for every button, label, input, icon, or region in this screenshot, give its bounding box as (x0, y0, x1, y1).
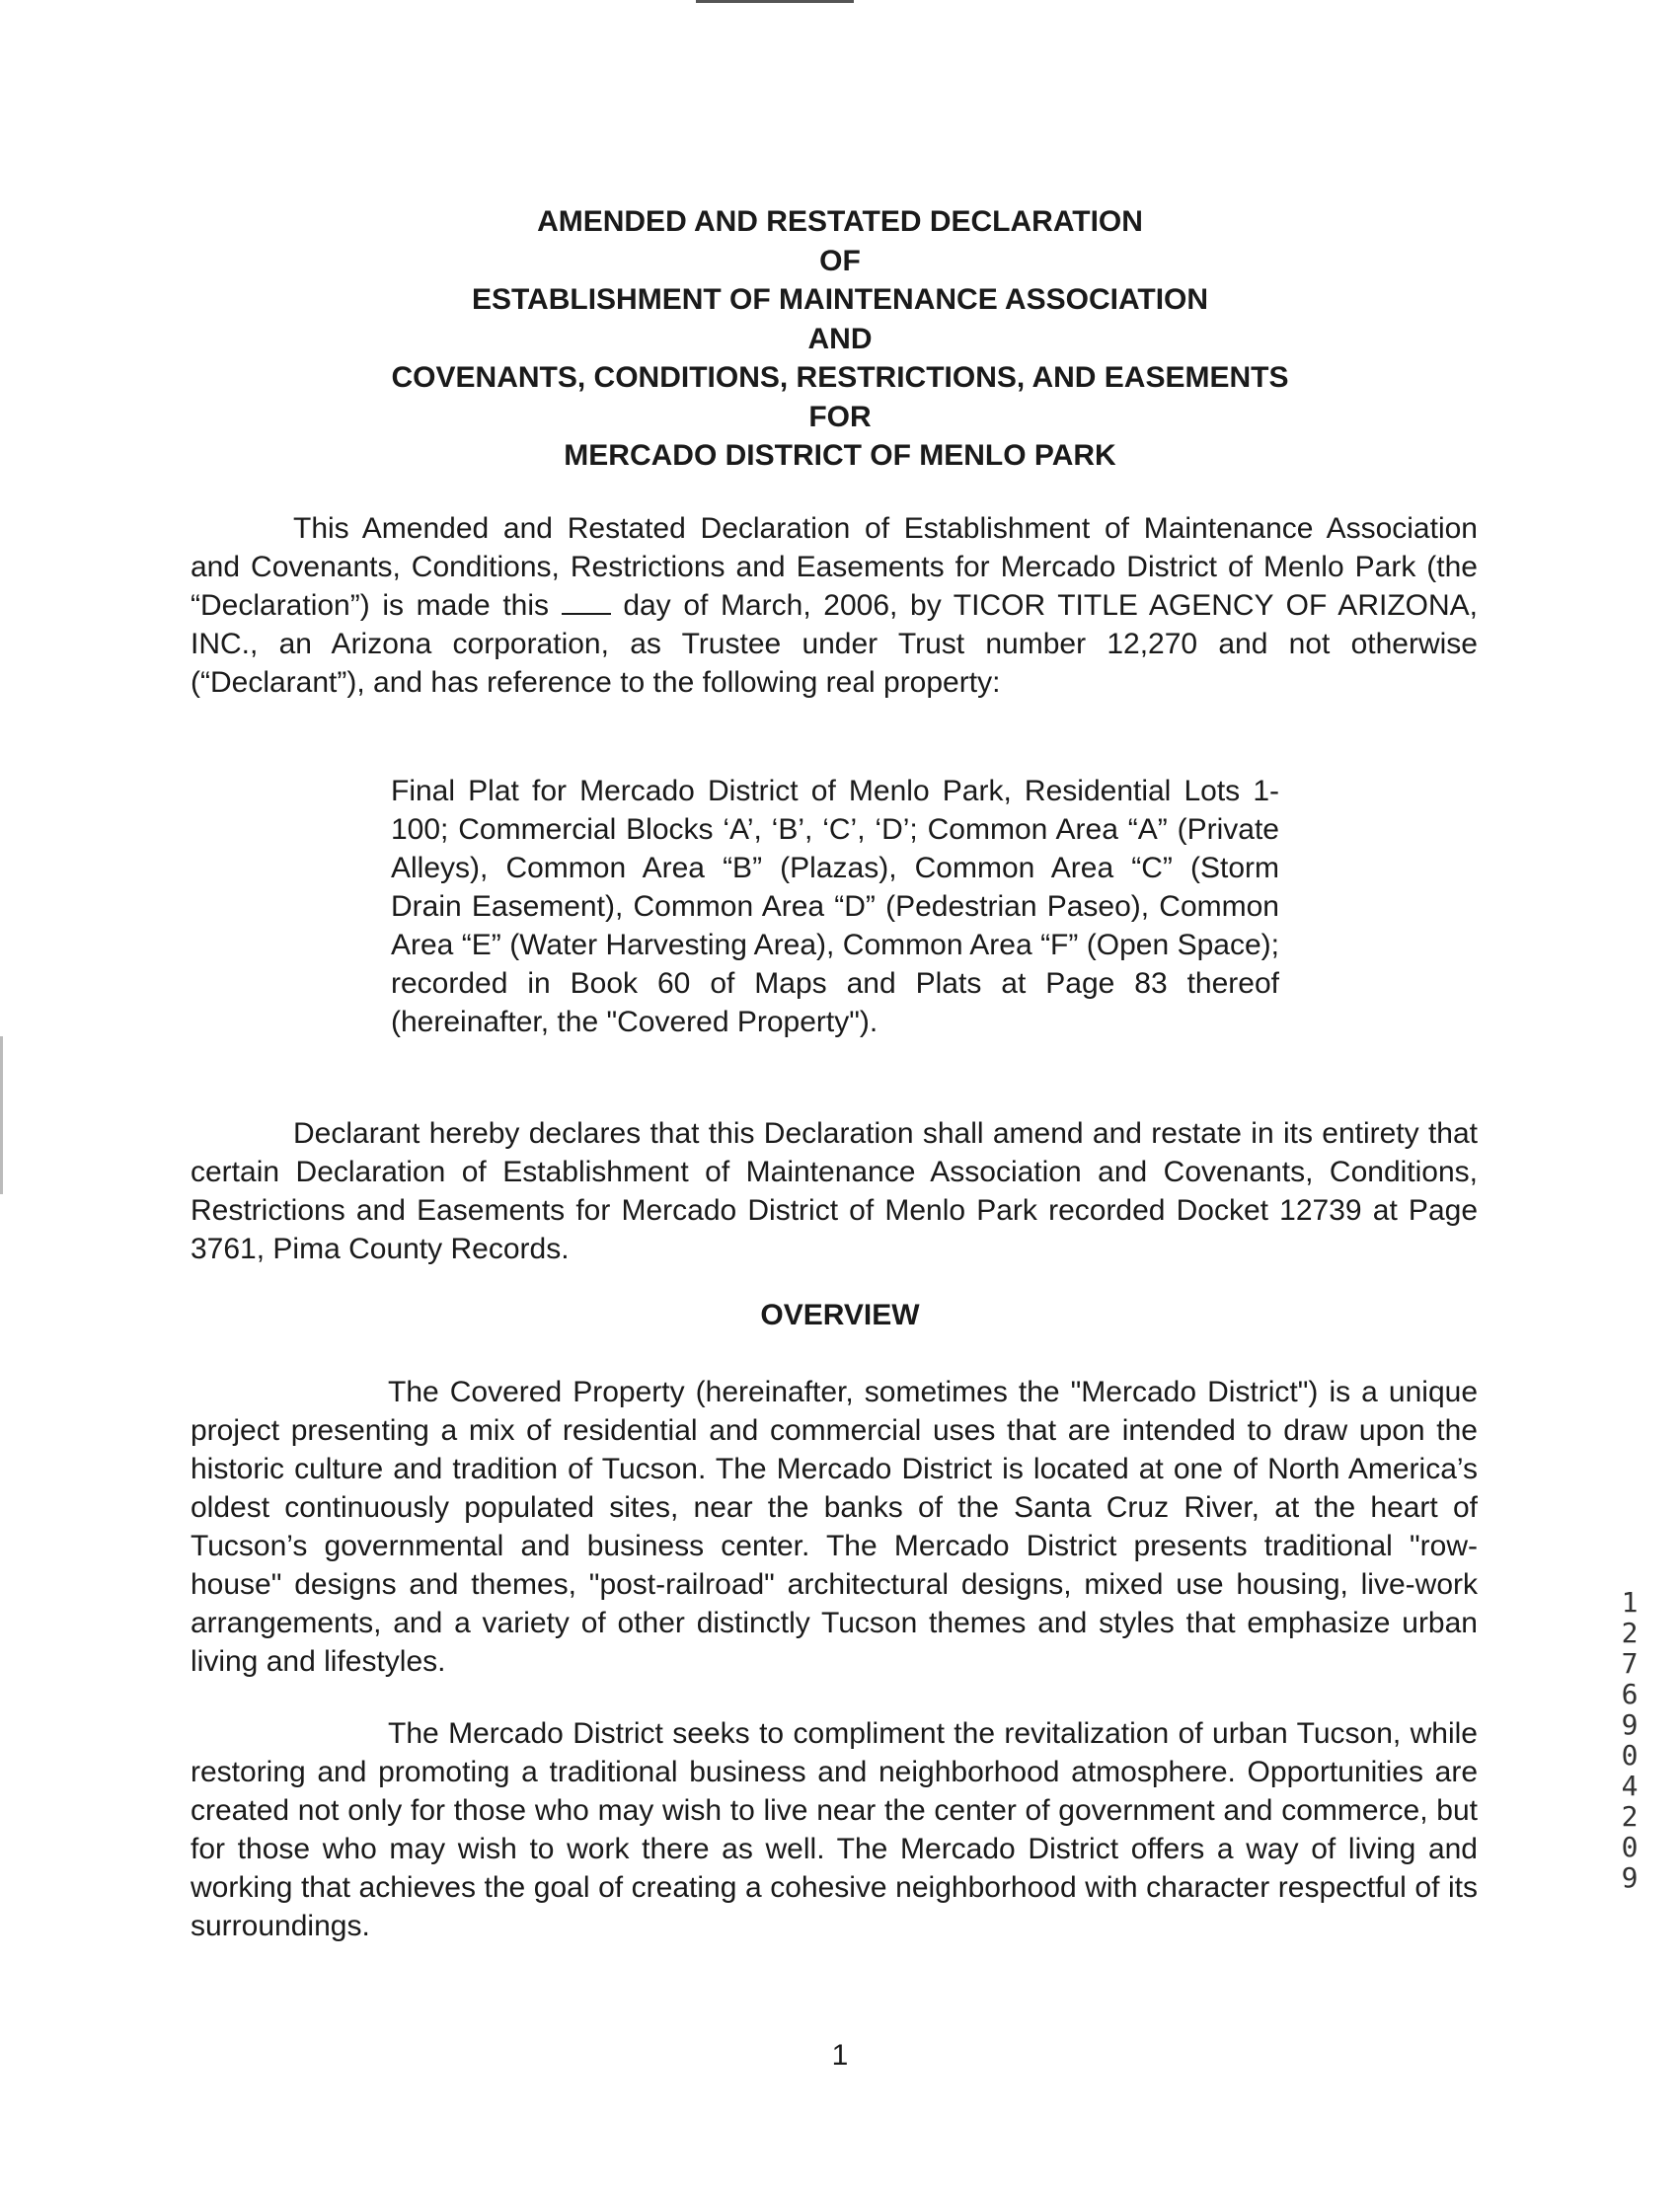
overview-paragraph: The Covered Property (hereinafter, sometimes the "Mercado District") is a unique project presenting a mix of residential and commercial uses that are intended to draw upon the historic culture and tradition of Tucson. The Mercado District is located at one of North America’s oldest continuously populated sites, near the banks of the Santa Cruz River, at the heart of Tucson’s governmental and business center. The Mercado District presents traditional "row-house" designs and themes, "post-railroad" architectural designs, mixed use housing, live-work arrangements, and a variety of other distinctly Tucson themes and styles that emphasize urban living and lifestyles. (191, 1376, 1478, 1678)
title-line: COVENANTS, CONDITIONS, RESTRICTIONS, AND EASEMENTS (391, 361, 1289, 394)
title-line: OF (819, 244, 861, 277)
title-line: FOR (808, 400, 872, 433)
title-line: AND (807, 322, 873, 355)
recording-stamp: 12769 04209 (1621, 1586, 1639, 1894)
document-title (0, 202, 1680, 476)
page-number: 1 (831, 2039, 849, 2072)
overview-heading: OVERVIEW (760, 1299, 920, 1331)
title-line: ESTABLISHMENT OF MAINTENANCE ASSOCIATION (471, 283, 1209, 316)
declaration-paragraph: Declarant hereby declares that this Declaration shall amend and restate in its entirety that certain Declaration of Establishment of Maintenance Association and Covenants, Conditions, Restrictions and Easements for Mercado District of Menlo Park recorded Docket 12739 at Page 3761, Pima County Records. (191, 1117, 1478, 1265)
intro-text-after-blank: day of March, 2006, by TICOR TITLE AGENCY OF ARIZONA, INC., an Arizona corporation, as Trustee under Trust number 12,270 and not otherwise (“Declarant”), and has reference to the following real property: (191, 589, 1478, 699)
title-line: AMENDED AND RESTATED DECLARATION (537, 205, 1143, 238)
date-blank (562, 589, 611, 615)
scan-artifact-left (0, 1036, 3, 1194)
title-line: MERCADO DISTRICT OF MENLO PARK (564, 439, 1116, 472)
intro-text-before-blank: This Amended and Restated Declaration of Establishment of Maintenance Association and Covenants, Conditions, Restrictions and Easements for Mercado District of Menlo Park (the “Declaration”) is made this (191, 512, 1478, 622)
revitalization-paragraph: The Mercado District seeks to compliment the revitalization of urban Tucson, while restoring and promoting a traditional business and neighborhood atmosphere. Opportunities are created not only for those who may wish to live near the center of government and commerce, but for those who may wish to work there as well. The Mercado District offers a way of living and working that achieves the goal of creating a cohesive neighborhood with character respectful of its surroundings. (191, 1717, 1478, 1942)
scan-artifact-top (696, 0, 854, 3)
intro-paragraph (191, 509, 1478, 702)
property-description: Final Plat for Mercado District of Menlo Park, Residential Lots 1-100; Commercial Blocks ‘A’, ‘B’, ‘C’, ‘D’; Common Area “A” (Private Alleys), Common Area “B” (Plazas), Common Area “C” (Storm Drain Easement), Common Area “D” (Pedestrian Paseo), Common Area “E” (Water Harvesting Area), Common Area “F” (Open Space); recorded in Book 60 of Maps and Plats at Page 83 thereof (hereinafter, the "Covered Property"). (391, 775, 1279, 1038)
